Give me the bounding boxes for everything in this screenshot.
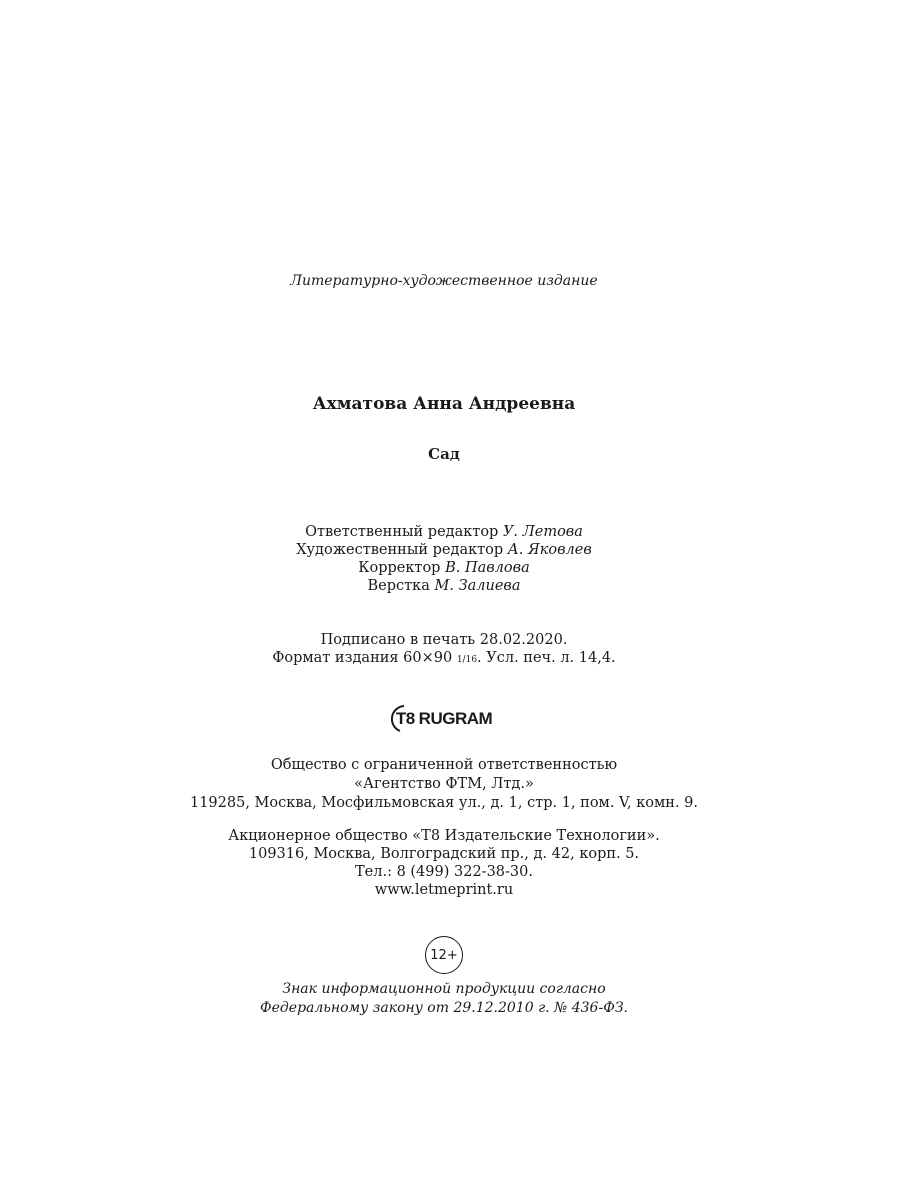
credit-role: Верстка [367, 578, 430, 594]
publisher-line: «Агентство ФТМ, Лтд.» [354, 776, 534, 792]
age-note-block [0, 980, 888, 1018]
credit-role: Корректор [358, 560, 441, 576]
credit-name: В. Павлова [445, 560, 530, 576]
credit-name: М. Залиева [434, 578, 521, 594]
format-line [0, 649, 888, 667]
credit-line [0, 541, 888, 559]
age-rating-badge: 12+ [425, 936, 463, 974]
printer-line: Акционерное общество «Т8 Издательские Технологии». [228, 828, 660, 844]
format-suffix: . Усл. печ. л. 14,4. [477, 650, 616, 666]
credit-name: У. Летова [502, 524, 583, 540]
format-fraction: 1/16 [456, 655, 478, 665]
printer-website: www.letmeprint.ru [374, 882, 514, 898]
signed-date: Подписано в печать 28.02.2020. [320, 632, 568, 648]
credit-role: Художественный редактор [296, 542, 504, 558]
author-name: Ахматова Анна Андреевна [312, 394, 576, 414]
credit-name: А. Яковлев [507, 542, 592, 558]
credit-line [0, 559, 888, 577]
logo-name: RUGRAM [418, 709, 493, 728]
publisher-logo-wrap [0, 703, 888, 735]
logo-mark-text: T8 [395, 709, 415, 728]
format-prefix: Формат издания 60×90 [272, 650, 457, 666]
credit-line [0, 523, 888, 541]
age-note-line: Знак информационной продукции согласно [282, 981, 606, 997]
credit-line [0, 577, 888, 595]
credits-block [0, 523, 888, 595]
age-badge-wrap [0, 936, 888, 974]
logo-mark [396, 709, 415, 729]
edition-type: Литературно-художественное издание [290, 273, 598, 289]
publisher-block [0, 756, 888, 813]
logo-arc-icon [390, 704, 420, 734]
age-note-line: Федеральному закону от 29.12.2010 г. № 436-ФЗ. [260, 1000, 628, 1016]
print-info-block [0, 631, 888, 667]
credit-role: Ответственный редактор [305, 524, 499, 540]
publisher-logo [396, 703, 492, 735]
printer-phone: Тел.: 8 (499) 322-38-30. [355, 864, 533, 880]
printer-address: 109316, Москва, Волгоградский пр., д. 42, корп. 5. [248, 846, 640, 862]
publisher-line: Общество с ограниченной ответственностью [270, 757, 618, 773]
printer-block [0, 827, 888, 899]
publisher-address: 119285, Москва, Мосфильмовская ул., д. 1, стр. 1, пом. V, комн. 9. [189, 795, 698, 811]
book-title: Сад [428, 445, 460, 463]
